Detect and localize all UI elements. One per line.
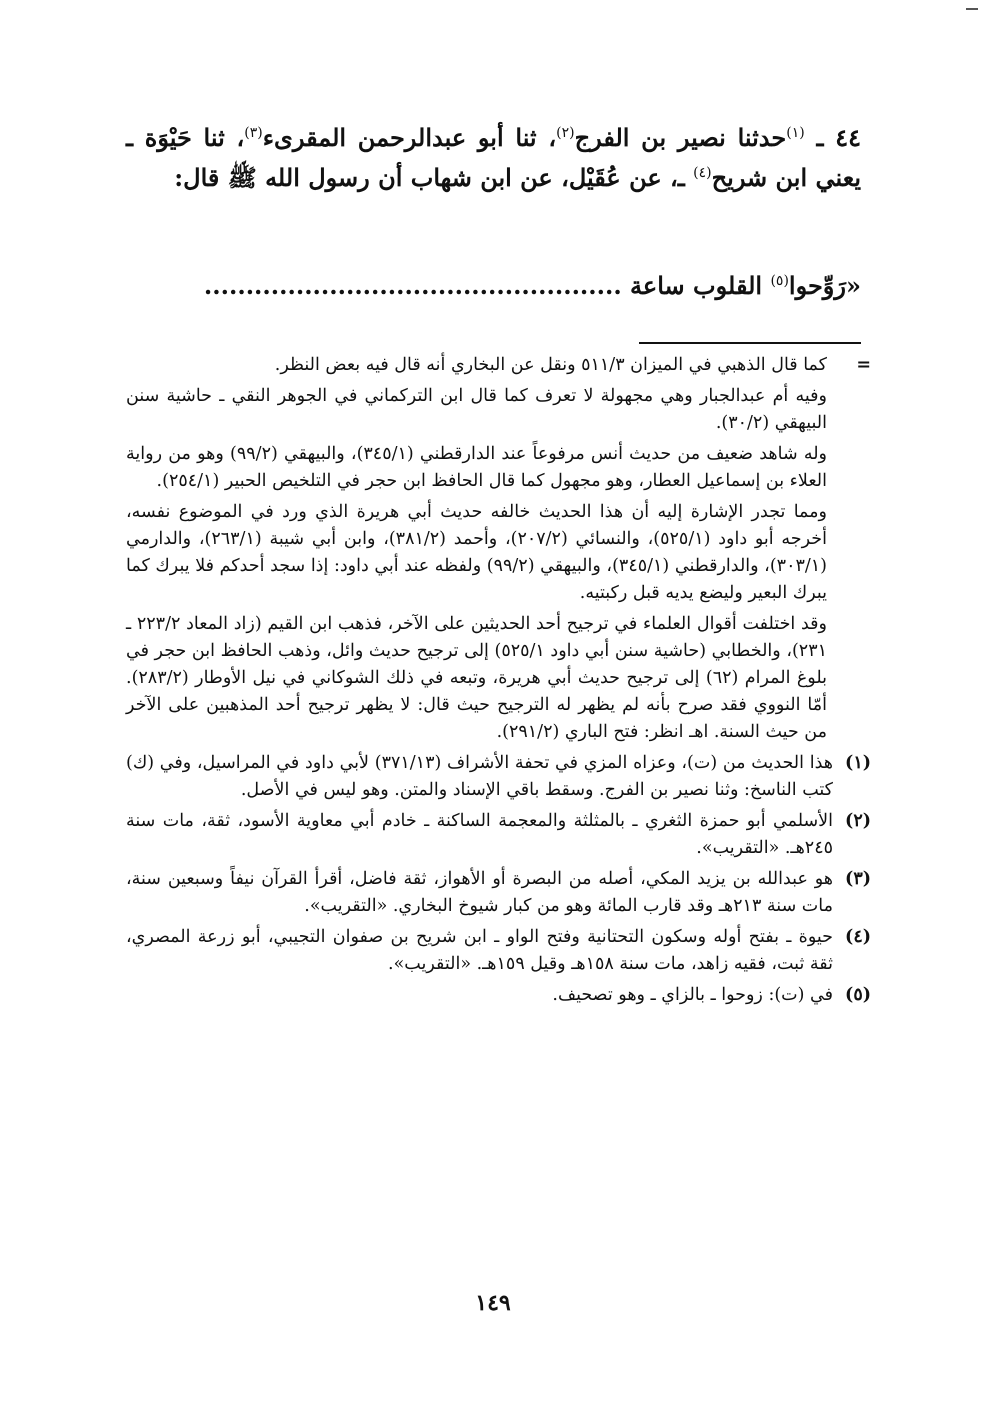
continued-note-text: ومما تجدر الإشارة إليه أن هذا الحديث خالفه حديث أبي هريرة الذي ورد في الموضوع نفسه، أخرجه أبو داود (٥٢٥/١)، والنسائي (٢٠٧/٢)، وأحمد (٣٨١/٢)، وابن أبي شيبة (٢٦٣/١)، والدارمي (٣٠٣/١)، والدارقطني (٣٤٥/١)، والبيهقي (٩٩/٢) ولفظه عند أبي داود: إذا سجد أحدكم فلا يبرك كما يبرك البعير وليضع يديه قبل ركبتيه.	[126, 502, 827, 603]
matn-open: «رَوِّحوا	[788, 271, 861, 300]
footnote-number: (٥)	[845, 985, 871, 1005]
footnote-text: هو عبدالله بن يزيد المكي، أصله من البصرة أو الأهواز، ثقة فاضل، أقرأ القرآن نيفاً وسبعين سنة، مات سنة ٢١٣هـ وقد قارب المائة وهو من كبار شيوخ البخاري. «التقريب».	[126, 869, 833, 916]
matn-text: القلوب ساعة ..................................................	[203, 271, 771, 300]
continued-note	[126, 352, 871, 379]
hadith-isnad-3: ، ثنا حَيْوَة ـ يعني ابن شريح	[126, 123, 861, 192]
footnote-4	[126, 924, 871, 978]
footnote-number: (٤)	[845, 927, 871, 947]
footnote-text: في (ت): زوحوا ـ بالزاي ـ وهو تصحيف.	[552, 985, 833, 1005]
hadith-text	[126, 118, 861, 198]
footnote-divider	[639, 342, 861, 344]
footnote-number: (٣)	[845, 869, 871, 889]
scan-edge-mark	[966, 8, 978, 10]
footnotes	[126, 352, 871, 1013]
page-number: ١٤٩	[475, 1290, 511, 1316]
hadith-number: ٤٤ ـ	[816, 123, 862, 152]
footnote-text: الأسلمي أبو حمزة الثغري ـ بالمثلثة والمعجمة الساكنة ـ خادم أبي معاوية الأسود، ثقة، مات سنة ٢٤٥هـ. «التقريب».	[126, 811, 833, 858]
hadith-isnad-2: ، ثنا أبو عبدالرحمن المقرىء	[262, 123, 557, 152]
footnote-ref-5[interactable]: (٥)	[770, 273, 789, 289]
footnote-text: حيوة ـ بفتح أوله وسكون التحتانية وفتح الواو ـ ابن شريح بن صفوان التجيبي، أبو زرعة المصري، ثقة ثبت، فقيه زاهد، مات سنة ١٥٨هـ وقيل ١٥٩هـ. «التقريب».	[126, 927, 833, 974]
continued-note-text: وقد اختلفت أقوال العلماء في ترجيح أحد الحديثين على الآخر، فذهب ابن القيم (زاد المعاد ٢٢٣/٢ ـ ٢٣١)، والخطابي (حاشية سنن أبي داود ٥٢٥/١) إلى ترجيح حديث وائل، وذهب الحافظ ابن حجر في بلوغ المرام (٦٢) إلى ترجيح حديث أبي هريرة، وتبعه في ذلك الشوكاني في نيل الأوطار (٢٨٣/٢). أمّا النووي فقد صرح بأنه لم يظهر له الترجيح حيث قال: لا يظهر ترجيح أحد المذهبين على الآخر من حيث السنة. اهـ انظر: فتح الباري (٢٩١/٢).	[126, 614, 827, 742]
hadith-matn	[126, 266, 861, 306]
footnote-ref-3[interactable]: (٣)	[244, 125, 263, 141]
footnote-ref-4[interactable]: (٤)	[693, 165, 712, 181]
footnote-1	[126, 750, 871, 804]
footnote-3	[126, 866, 871, 920]
continued-note	[126, 611, 861, 746]
continued-note-text: وفيه أم عبدالجبار وهي مجهولة لا تعرف كما قال ابن التركماني في الجوهر النقي ـ حاشية سنن البيهقي (٣٠/٢).	[126, 386, 827, 433]
hadith-isnad-1: حدثنا نصير بن الفرج	[574, 123, 787, 152]
continued-note-text: كما قال الذهبي في الميزان ٥١١/٣ ونقل عن البخاري أنه قال فيه بعض النظر.	[274, 355, 827, 375]
continued-note	[126, 499, 861, 607]
continued-note-text: وله شاهد ضعيف من حديث أنس مرفوعاً عند الدارقطني (٣٤٥/١)، والبيهقي (٩٩/٢) وهو من رواية العلاء بن إسماعيل العطار، وهو مجهول كما قال الحافظ ابن حجر في التلخيص الحبير (٢٥٤/١).	[126, 444, 828, 491]
continuation-marker: =	[856, 355, 871, 375]
continued-note	[126, 441, 861, 495]
hadith-isnad-4: ـ، عن عُقَيْل، عن ابن شهاب أن رسول الله ﷺ قال:	[174, 163, 694, 192]
footnote-text: هذا الحديث من (ت)، وعزاه المزي في تحفة الأشراف (٣٧١/١٣) لأبي داود في المراسيل، وفي (ك) كتب الناسخ: وثنا نصير بن الفرج. وسقط باقي الإسناد والمتن. وهو ليس في الأصل.	[126, 753, 833, 800]
footnote-number: (٢)	[845, 811, 871, 831]
footnote-2	[126, 808, 871, 862]
footnote-ref-1[interactable]: (١)	[786, 125, 805, 141]
continued-note	[126, 383, 861, 437]
footnote-5	[126, 982, 871, 1009]
footnote-ref-2[interactable]: (٢)	[556, 125, 575, 141]
footnote-number: (١)	[845, 753, 871, 773]
